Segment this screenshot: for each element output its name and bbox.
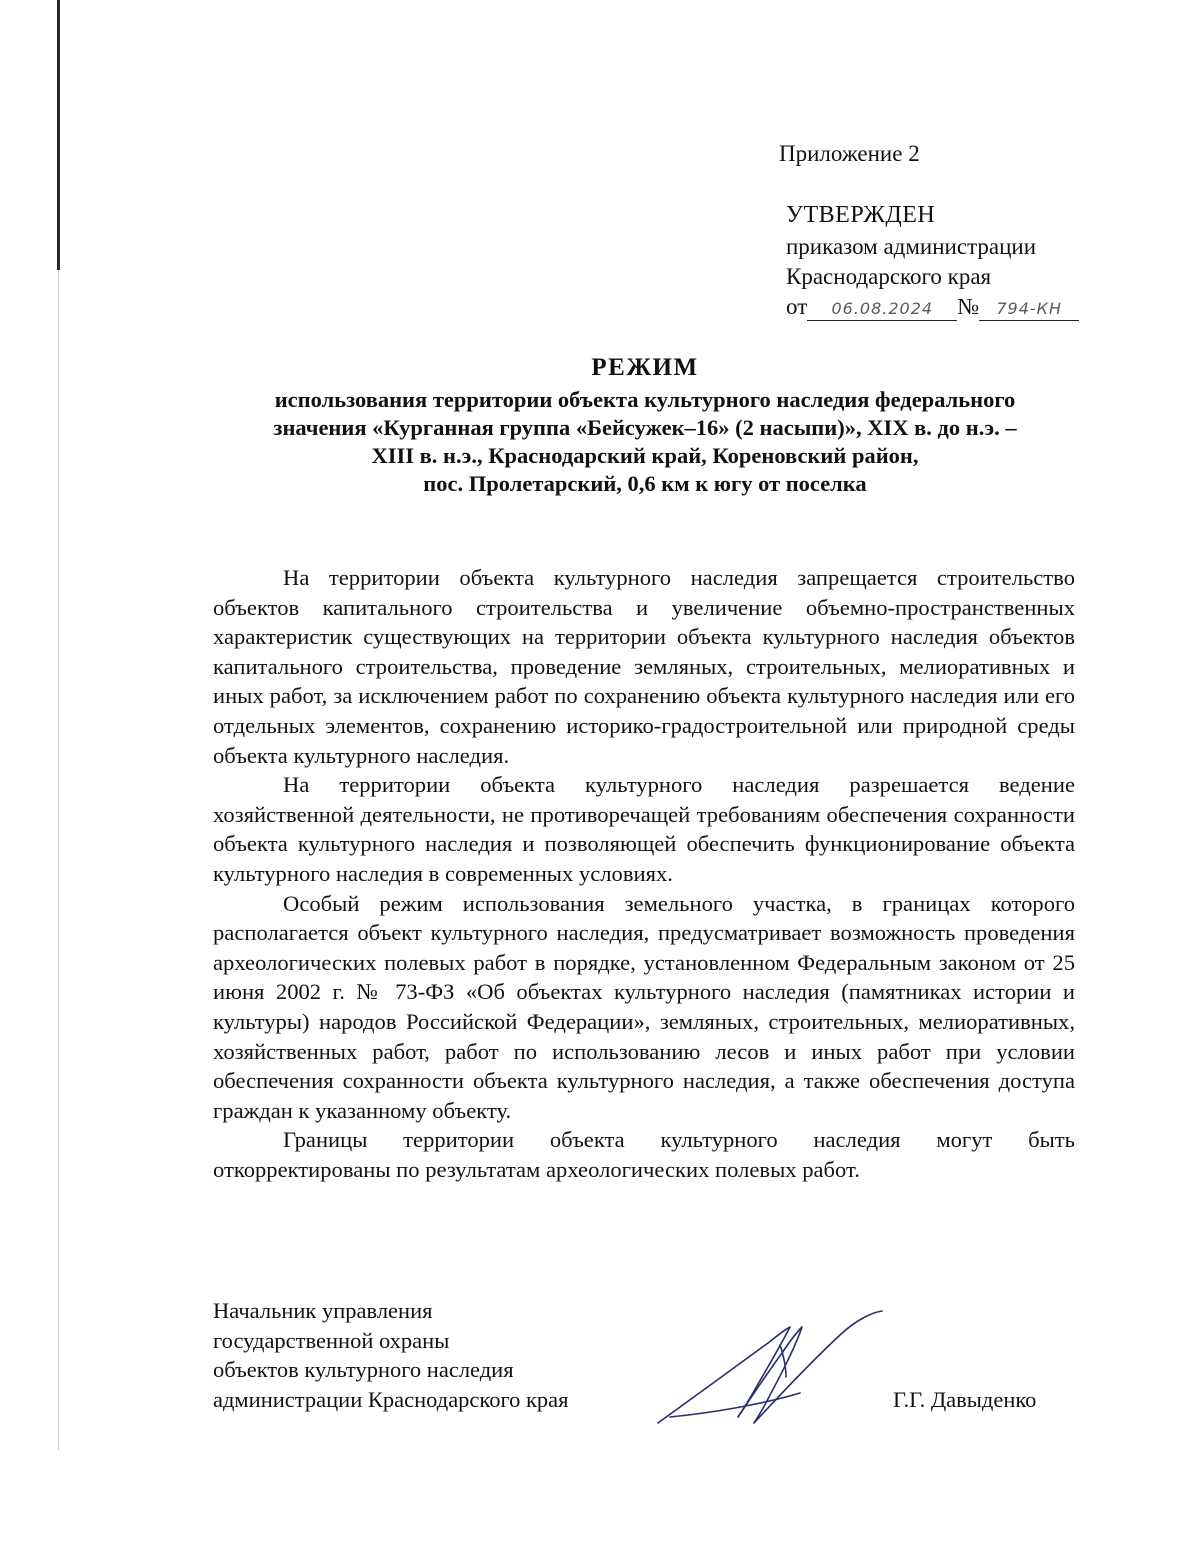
- order-number-field: [979, 296, 1079, 321]
- position-line: администрации Краснодарского края: [213, 1386, 569, 1412]
- position-line: государственной охраны: [213, 1327, 450, 1353]
- subtitle-line: XIII в. н.э., Краснодарский край, Кореновский район,: [371, 443, 919, 468]
- position-line: объектов культурного наследия: [213, 1357, 514, 1382]
- approval-line-2: Краснодарского края: [786, 264, 992, 289]
- approved-heading: УТВЕРЖДЕН: [786, 202, 936, 228]
- from-label: от: [786, 294, 808, 319]
- document-body: [213, 563, 1075, 1184]
- scan-edge-shadow: [57, 0, 60, 270]
- order-number: 794-КН: [996, 299, 1063, 318]
- body-paragraph: Особый режим использования земельного участка, в границах которого располагается объект культурного наследия, предусматривает возможность проведения археологических полевых работ в порядке, установленном Федеральным законом от 25 июня 2002 г. № 73-ФЗ «Об объектах культурного наследия (памятниках истории и культуры) народов Российской Федерации», земляных, строительных, мелиоративных, хозяйственных работ, работ по использованию лесов и иных работ при условии обеспечения сохранности объекта культурного наследия, а также обеспечения доступа граждан к указанному объекту.: [213, 890, 1075, 1123]
- body-paragraph: На территории объекта культурного наследия запрещается строительство объектов капитального строительства и увеличение объемно-пространственных характеристик существующих на территории объекта культурного наследия объектов капитального строительства, проведение земляных, строительных, мелиоративных и иных работ, за исключением работ по сохранению объекта культурного наследия или его отдельных элементов, сохранению историко-градостроительной или природной среды объекта культурного наследия.: [213, 565, 1075, 768]
- subtitle-line: значения «Курганная группа «Бейсужек–16» (2 насыпи)», XIX в. до н.э. –: [273, 415, 1017, 440]
- handwritten-signature-icon: [650, 1305, 890, 1435]
- position-line: Начальник управления: [213, 1298, 433, 1323]
- subtitle-line: пос. Пролетарский, 0,6 км к югу от поселка: [423, 471, 867, 496]
- approval-line-1: приказом администрации: [786, 234, 1037, 259]
- approval-date-line: [786, 292, 1079, 322]
- appendix-label: Приложение 2: [779, 141, 920, 166]
- number-label: №: [957, 294, 980, 319]
- scan-edge-line: [58, 270, 59, 1450]
- order-date-field: [807, 296, 957, 321]
- order-date: 06.08.2024: [831, 299, 934, 318]
- body-paragraph: Границы территории объекта культурного наследия могут быть откорректированы по результатам археологических полевых работ.: [213, 1127, 1075, 1182]
- signatory-name: Г.Г. Давыденко: [893, 1387, 1037, 1412]
- signatory-position: [213, 1296, 569, 1414]
- document-subtitle: [195, 386, 1095, 498]
- body-paragraph: На территории объекта культурного наследия разрешается ведение хозяйственной деятельности, не противоречащей требованиям обеспечения сохранности объекта культурного наследия и позволяющей обеспечить функционирование объекта культурного наследия в современных условиях.: [213, 772, 1075, 886]
- subtitle-line: использования территории объекта культурного наследия федерального: [274, 387, 1016, 412]
- document-title: РЕЖИМ: [591, 354, 699, 381]
- approval-block: [786, 200, 1079, 322]
